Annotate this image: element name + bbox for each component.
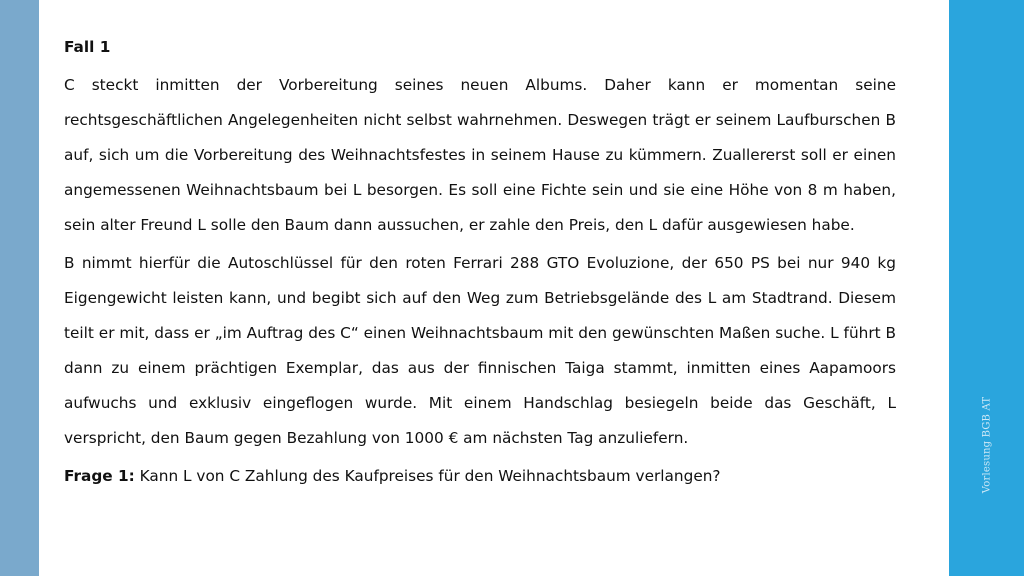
slide-content [64, 30, 896, 494]
left-accent-bar [0, 0, 39, 576]
lecture-side-label: Vorlesung BGB AT [981, 396, 993, 494]
question-text: Kann L von C Zahlung des Kaufpreises für den Weihnachtsbaum verlangen? [134, 467, 721, 485]
case-heading: Fall 1 [64, 38, 111, 56]
case-paragraph-2: B nimmt hierfür die Autoschlüssel für den roten Ferrari 288 GTO Evoluzione, der 650 PS bei nur 940 kg Eigengewicht leisten kann, und begibt sich auf den Weg zum Betriebsgelände des L am Stadtrand. Diesem teilt er mit, dass er „im Auftrag des C“ einen Weihnachtsbaum mit den gewünschten Maßen suche. L führt B dann zu einem prächtigen Exemplar, das aus der finnischen Taiga stammt, inmitten eines Aapamoors aufwuchs und exklusiv eingeflogen wurde. Mit einem Handschlag besiegeln beide das Geschäft, L verspricht, den Baum gegen Bezahlung von 1000 € am nächsten Tag anzuliefern. [64, 254, 896, 447]
question-1 [64, 459, 896, 494]
question-label: Frage 1: [64, 467, 135, 485]
case-paragraph-1: C steckt inmitten der Vorbereitung seines neuen Albums. Daher kann er momentan seine rechtsgeschäftlichen Angelegenheiten nicht selbst wahrnehmen. Deswegen trägt er seinem Laufburschen B auf, sich um die Vorbereitung des Weihnachtsfestes in seinem Hause zu kümmern. Zuallererst soll er einen angemessenen Weihnachtsbaum bei L besorgen. Es soll eine Fichte sein und sie eine Höhe von 8 m haben, sein alter Freund L solle den Baum dann aussuchen, er zahle den Preis, den L dafür ausgewiesen habe. [64, 76, 896, 234]
